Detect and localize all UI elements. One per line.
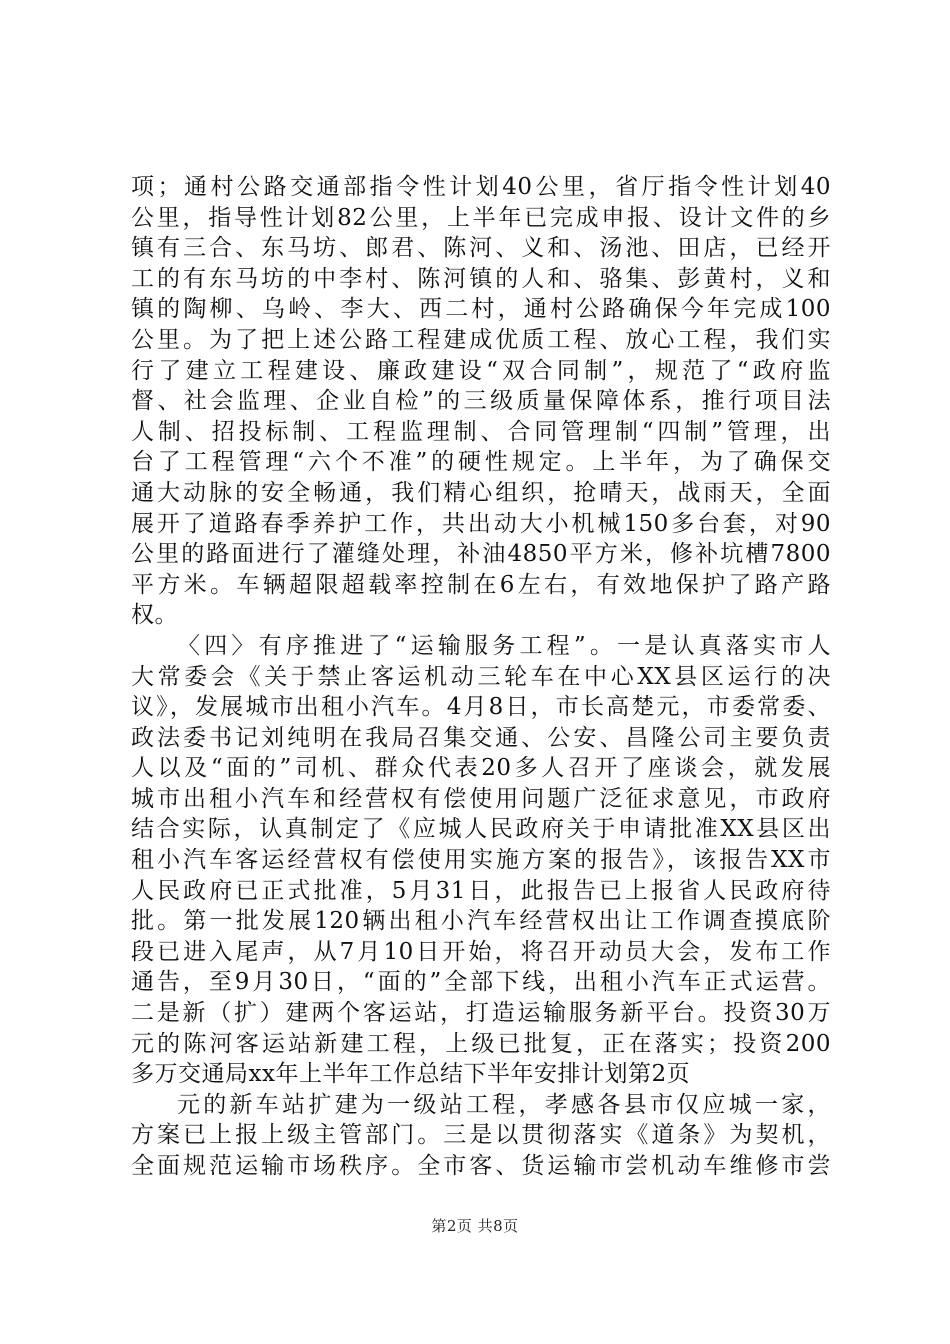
- text-line: 项；通村公路交通部指令性计划40公里，省厅指令性计划40: [131, 174, 831, 200]
- text-line: 工的有东马坊的中李村、陈河镇的人和、骆集、彭黄村，义和: [131, 265, 831, 292]
- text-line: 台了工程管理“六个不准”的硬性规定。上半年，为了确保交: [131, 449, 831, 476]
- text-line: 镇的陶柳、乌岭、李大、西二村，通村公路确保今年完成100: [131, 296, 831, 323]
- text-line: 二是新（扩）建两个客运站，打造运输服务新平台。投资30万: [131, 1000, 831, 1027]
- text-line: 议》，发展城市出租小汽车。4月8日，市长高楚元，市委常委、: [131, 694, 831, 721]
- text-line: 多万交通局xx年上半年工作总结下半年安排计划第2页: [131, 1061, 691, 1088]
- text-line: 公里，指导性计划82公里，上半年已完成申报、设计文件的乡: [131, 204, 831, 231]
- text-line: 段已进入尾声，从7月10日开始，将召开动员大会，发布工作: [131, 938, 831, 965]
- text-line: 行了建立工程建设、廉政建设“双合同制”，规范了“政府监: [131, 357, 831, 384]
- text-line: 元的陈河客运站新建工程，上级已批复，正在落实；投资200: [131, 1030, 831, 1057]
- text-line: 人制、招投标制、工程监理制、合同管理制“四制”管理，出: [131, 418, 831, 445]
- text-line: 公里。为了把上述公路工程建成优质工程、放心工程，我们实: [131, 326, 831, 353]
- text-line: 〈四〉有序推进了“运输服务工程”。一是认真落实市人: [177, 632, 831, 659]
- text-line: 公里的路面进行了灌缝处理，补油4850平方米，修补坑槽7800: [131, 541, 831, 568]
- text-line: 方案已上报上级主管部门。三是以贯彻落实《道条》为契机，: [131, 1122, 831, 1149]
- text-line: 平方米。车辆超限超载率控制在6左右，有效地保护了路产路: [131, 571, 831, 598]
- text-line: 结合实际，认真制定了《应城人民政府关于申请批准XX县区出: [131, 816, 831, 843]
- text-line: 权。: [131, 602, 178, 629]
- text-line: 批。第一批发展120辆出租小汽车经营权出让工作调查摸底阶: [131, 908, 831, 935]
- text-line: 政法委书记刘纯明在我局召集交通、公安、昌隆公司主要负责: [131, 724, 831, 751]
- text-line: 全面规范运输市场秩序。全市客、货运输市尝机动车维修市尝: [131, 1153, 831, 1179]
- text-line: 元的新车站扩建为一级站工程，孝感各县市仅应城一家，: [177, 1091, 831, 1118]
- text-line: 镇有三合、东马坊、郎君、陈河、义和、汤池、田店，已经开: [131, 235, 831, 262]
- text-line: 人民政府已正式批准，5月31日，此报告已上报省人民政府待: [131, 877, 831, 904]
- document-body: [131, 172, 831, 1182]
- text-line: 租小汽车客运经营权有偿使用实施方案的报告》，该报告XX市: [131, 847, 831, 874]
- text-line: 城市出租小汽车和经营权有偿使用问题广泛征求意见，市政府: [131, 785, 831, 812]
- text-line: 督、社会监理、企业自检”的三级质量保障体系，推行项目法: [131, 388, 831, 415]
- text-line: 大常委会《关于禁止客运机动三轮车在中心XX县区运行的决: [131, 663, 831, 690]
- text-line: 人以及“面的”司机、群众代表20多人召开了座谈会，就发展: [131, 755, 831, 782]
- text-line: 通告，至9月30日，“面的”全部下线，出租小汽车正式运营。: [131, 969, 831, 996]
- text-line: 展开了道路春季养护工作，共出动大小机械150多台套，对90: [131, 510, 831, 537]
- page-footer: 第2页 共8页: [431, 1217, 519, 1235]
- text-line: 通大动脉的安全畅通，我们精心组织，抢晴天，战雨天，全面: [131, 479, 831, 506]
